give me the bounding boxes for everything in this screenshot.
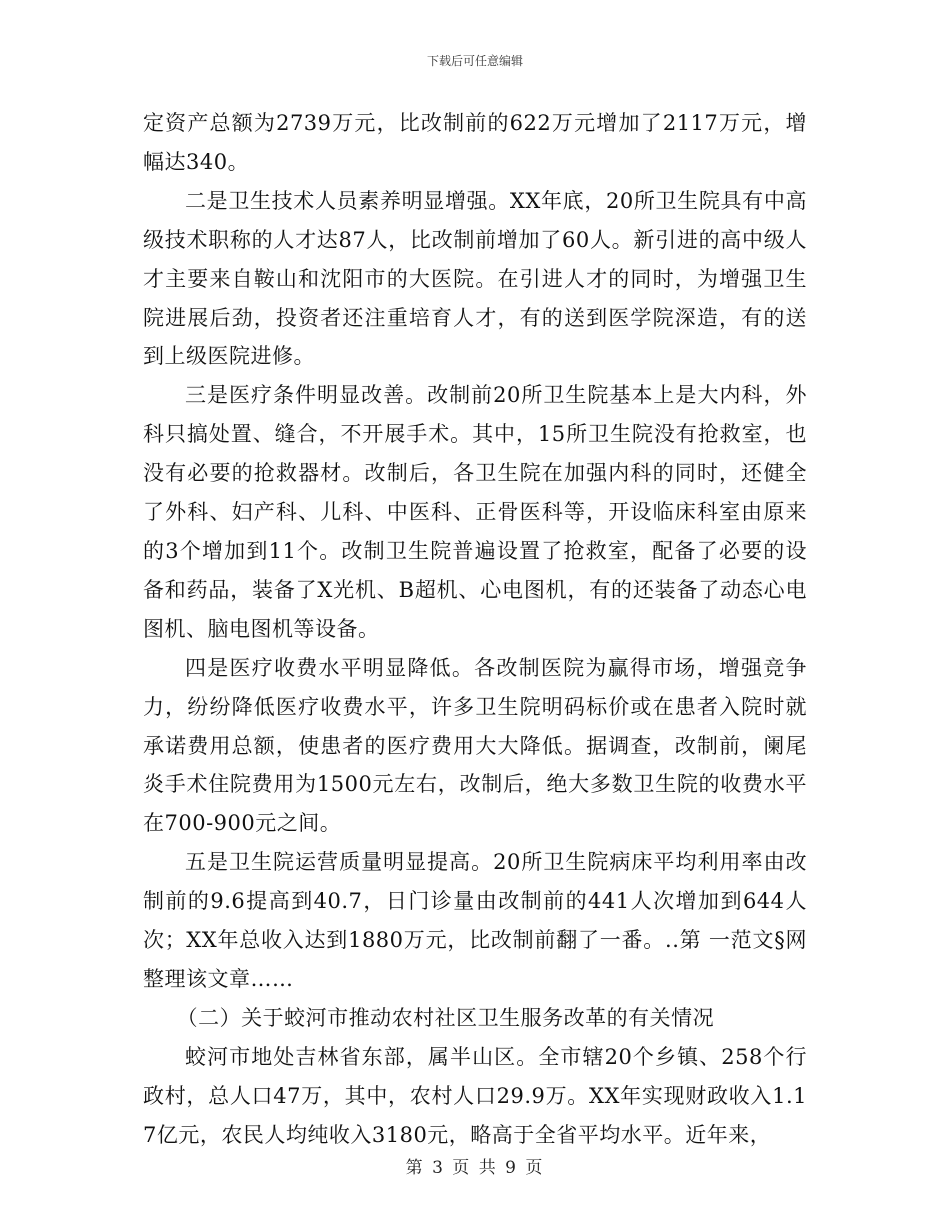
paragraph-5: 五是卫生院运营质量明显提高。20所卫生院病床平均利用率由改制前的9.6提高到40.7，日门诊量由改制前的441人次增加到644人次；XX年总收入达到1880万元，比改制前翻了一番。..第 一范文§网整理该文章…… bbox=[143, 850, 807, 991]
paragraph-1: 定资产总额为2739万元，比改制前的622万元增加了2117万元，增幅达340。 bbox=[143, 111, 807, 174]
paragraph-6: 蛟河市地处吉林省东部，属半山区。全市辖20个乡镇、258个行政村，总人口47万，其中，农村人口29.9万。XX年实现财政收入1.17亿元，农民人均纯收入3180元，略高于全省平均水平。近年来， bbox=[143, 1044, 807, 1147]
paragraph-3: 三是医疗条件明显改善。改制前20所卫生院基本上是大内科，外科只搞处置、缝合，不开展手术。其中，15所卫生院没有抢救室，也没有必要的抢救器材。改制后，各卫生院在加强内科的同时，还健全了外科、妇产科、儿科、中医科、正骨医科等，开设临床科室由原来的3个增加到11个。改制卫生院普遍设置了抢救室，配备了必要的设备和药品，装备了X光机、B超机、心电图机，有的还装备了动态心电图机、脑电图机等设备。 bbox=[143, 383, 807, 641]
footer-prefix: 第 bbox=[405, 1158, 425, 1178]
page-footer bbox=[0, 1153, 950, 1178]
section-heading: （二）关于蛟河市推动农村社区卫生服务改革的有关情况 bbox=[176, 1005, 715, 1030]
footer-suffix: 页 bbox=[525, 1158, 545, 1178]
paragraph-4: 四是医疗收费水平明显降低。各改制医院为赢得市场，增强竞争力，纷纷降低医疗收费水平，许多卫生院明码标价或在患者入院时就承诺费用总额，使患者的医疗费用大大降低。据调查，改制前，阑尾炎手术住院费用为1500元左右，改制后，绝大多数卫生院的收费水平在700-900元之间。 bbox=[143, 655, 807, 836]
footer-middle: 页 共 bbox=[452, 1158, 498, 1178]
current-page-number: 3 bbox=[432, 1158, 445, 1178]
paragraph-2: 二是卫生技术人员素养明显增强。XX年底，20所卫生院具有中高级技术职称的人才达87人，比改制前增加了60人。新引进的高中级人才主要来自鞍山和沈阳市的大医院。在引进人才的同时，为增强卫生院进展后劲，投资者还注重培育人才，有的送到医学院深造，有的送到上级医院进修。 bbox=[143, 188, 807, 369]
document-body bbox=[143, 104, 807, 1154]
total-pages-number: 9 bbox=[505, 1158, 518, 1178]
page-header: 下载后可任意编辑 bbox=[426, 54, 523, 68]
